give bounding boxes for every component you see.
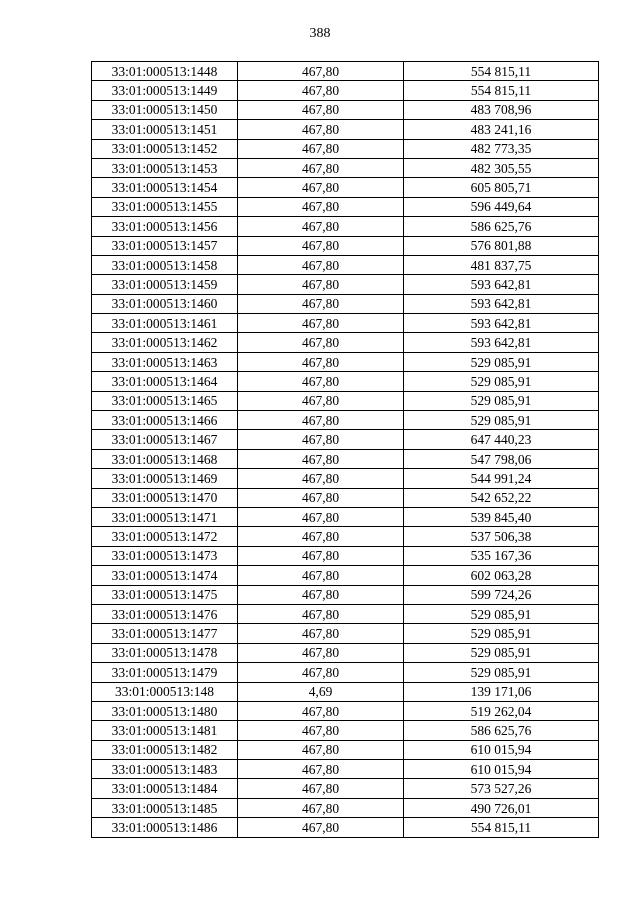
table-row [92, 488, 599, 507]
value-cell: 586 625,76 [404, 217, 599, 236]
table-row [92, 740, 599, 759]
cadastral-number-cell: 33:01:000513:1464 [92, 372, 238, 391]
cadastral-number-cell: 33:01:000513:1474 [92, 566, 238, 585]
page-number: 388 [309, 26, 331, 41]
table-row [92, 585, 599, 604]
table-row [92, 643, 599, 662]
cadastral-number-cell: 33:01:000513:1469 [92, 469, 238, 488]
cadastral-number-cell: 33:01:000513:1460 [92, 294, 238, 313]
table-row [92, 294, 599, 313]
area-cell: 467,80 [238, 488, 404, 507]
cadastral-number-cell: 33:01:000513:1453 [92, 158, 238, 177]
cadastral-number-cell: 33:01:000513:1470 [92, 488, 238, 507]
table-row [92, 236, 599, 255]
table-row [92, 62, 599, 81]
cadastral-number-cell: 33:01:000513:1448 [92, 62, 238, 81]
table-row [92, 352, 599, 371]
area-cell: 467,80 [238, 333, 404, 352]
cadastral-number-cell: 33:01:000513:1449 [92, 81, 238, 100]
value-cell: 547 798,06 [404, 449, 599, 468]
area-cell: 467,80 [238, 314, 404, 333]
table-row [92, 333, 599, 352]
area-cell: 467,80 [238, 449, 404, 468]
value-cell: 576 801,88 [404, 236, 599, 255]
table-row [92, 760, 599, 779]
cadastral-number-cell: 33:01:000513:1468 [92, 449, 238, 468]
value-cell: 602 063,28 [404, 566, 599, 585]
area-cell: 467,80 [238, 120, 404, 139]
value-cell: 605 805,71 [404, 178, 599, 197]
table-row [92, 158, 599, 177]
cadastral-number-cell: 33:01:000513:1466 [92, 411, 238, 430]
value-cell: 542 652,22 [404, 488, 599, 507]
cadastral-number-cell: 33:01:000513:1472 [92, 527, 238, 546]
area-cell: 467,80 [238, 740, 404, 759]
area-cell: 467,80 [238, 798, 404, 817]
table-row [92, 100, 599, 119]
value-cell: 539 845,40 [404, 507, 599, 526]
table-row [92, 430, 599, 449]
table-row [92, 197, 599, 216]
table-row [92, 701, 599, 720]
data-table [91, 61, 599, 838]
area-cell: 467,80 [238, 721, 404, 740]
table-row [92, 798, 599, 817]
cadastral-number-cell: 33:01:000513:1467 [92, 430, 238, 449]
table-row [92, 566, 599, 585]
area-cell: 467,80 [238, 197, 404, 216]
area-cell: 467,80 [238, 275, 404, 294]
table-row [92, 818, 599, 837]
table-body [92, 62, 599, 838]
table-row [92, 469, 599, 488]
value-cell: 554 815,11 [404, 818, 599, 837]
value-cell: 647 440,23 [404, 430, 599, 449]
cadastral-number-cell: 33:01:000513:1478 [92, 643, 238, 662]
area-cell: 467,80 [238, 701, 404, 720]
value-cell: 529 085,91 [404, 352, 599, 371]
area-cell: 467,80 [238, 372, 404, 391]
cadastral-number-cell: 33:01:000513:1480 [92, 701, 238, 720]
area-cell: 467,80 [238, 411, 404, 430]
table-row [92, 604, 599, 623]
value-cell: 483 241,16 [404, 120, 599, 139]
cadastral-number-cell: 33:01:000513:1471 [92, 507, 238, 526]
cadastral-number-cell: 33:01:000513:1461 [92, 314, 238, 333]
value-cell: 490 726,01 [404, 798, 599, 817]
value-cell: 593 642,81 [404, 294, 599, 313]
area-cell: 467,80 [238, 818, 404, 837]
cadastral-number-cell: 33:01:000513:1483 [92, 760, 238, 779]
area-cell: 467,80 [238, 663, 404, 682]
table-row [92, 411, 599, 430]
value-cell: 610 015,94 [404, 760, 599, 779]
table-row [92, 507, 599, 526]
area-cell: 467,80 [238, 217, 404, 236]
table-row [92, 663, 599, 682]
value-cell: 544 991,24 [404, 469, 599, 488]
value-cell: 554 815,11 [404, 62, 599, 81]
value-cell: 529 085,91 [404, 372, 599, 391]
value-cell: 529 085,91 [404, 411, 599, 430]
cadastral-number-cell: 33:01:000513:1482 [92, 740, 238, 759]
value-cell: 482 773,35 [404, 139, 599, 158]
area-cell: 467,80 [238, 294, 404, 313]
table-row [92, 527, 599, 546]
value-cell: 593 642,81 [404, 314, 599, 333]
cadastral-number-cell: 33:01:000513:1456 [92, 217, 238, 236]
value-cell: 554 815,11 [404, 81, 599, 100]
value-cell: 139 171,06 [404, 682, 599, 701]
value-cell: 535 167,36 [404, 546, 599, 565]
area-cell: 467,80 [238, 779, 404, 798]
cadastral-number-cell: 33:01:000513:1479 [92, 663, 238, 682]
area-cell: 467,80 [238, 585, 404, 604]
area-cell: 467,80 [238, 158, 404, 177]
cadastral-number-cell: 33:01:000513:1481 [92, 721, 238, 740]
area-cell: 467,80 [238, 62, 404, 81]
table-row [92, 255, 599, 274]
table-row [92, 217, 599, 236]
table-row [92, 546, 599, 565]
cadastral-number-cell: 33:01:000513:1451 [92, 120, 238, 139]
cadastral-number-cell: 33:01:000513:148 [92, 682, 238, 701]
cadastral-number-cell: 33:01:000513:1477 [92, 624, 238, 643]
value-cell: 586 625,76 [404, 721, 599, 740]
table-row [92, 275, 599, 294]
table-row [92, 624, 599, 643]
value-cell: 529 085,91 [404, 663, 599, 682]
area-cell: 467,80 [238, 139, 404, 158]
area-cell: 4,69 [238, 682, 404, 701]
area-cell: 467,80 [238, 178, 404, 197]
value-cell: 529 085,91 [404, 604, 599, 623]
area-cell: 467,80 [238, 643, 404, 662]
cadastral-number-cell: 33:01:000513:1465 [92, 391, 238, 410]
value-cell: 593 642,81 [404, 275, 599, 294]
area-cell: 467,80 [238, 624, 404, 643]
area-cell: 467,80 [238, 391, 404, 410]
cadastral-number-cell: 33:01:000513:1458 [92, 255, 238, 274]
value-cell: 593 642,81 [404, 333, 599, 352]
value-cell: 529 085,91 [404, 643, 599, 662]
table-row [92, 391, 599, 410]
table-row [92, 178, 599, 197]
table-row [92, 372, 599, 391]
cadastral-number-cell: 33:01:000513:1475 [92, 585, 238, 604]
table-row [92, 449, 599, 468]
area-cell: 467,80 [238, 430, 404, 449]
area-cell: 467,80 [238, 527, 404, 546]
area-cell: 467,80 [238, 604, 404, 623]
value-cell: 599 724,26 [404, 585, 599, 604]
cadastral-number-cell: 33:01:000513:1484 [92, 779, 238, 798]
value-cell: 610 015,94 [404, 740, 599, 759]
value-cell: 482 305,55 [404, 158, 599, 177]
value-cell: 573 527,26 [404, 779, 599, 798]
area-cell: 467,80 [238, 352, 404, 371]
cadastral-number-cell: 33:01:000513:1486 [92, 818, 238, 837]
area-cell: 467,80 [238, 81, 404, 100]
value-cell: 529 085,91 [404, 624, 599, 643]
value-cell: 529 085,91 [404, 391, 599, 410]
area-cell: 467,80 [238, 236, 404, 255]
cadastral-number-cell: 33:01:000513:1485 [92, 798, 238, 817]
area-cell: 467,80 [238, 566, 404, 585]
cadastral-number-cell: 33:01:000513:1452 [92, 139, 238, 158]
cadastral-number-cell: 33:01:000513:1459 [92, 275, 238, 294]
area-cell: 467,80 [238, 507, 404, 526]
area-cell: 467,80 [238, 255, 404, 274]
table-row [92, 81, 599, 100]
cadastral-number-cell: 33:01:000513:1455 [92, 197, 238, 216]
area-cell: 467,80 [238, 100, 404, 119]
cadastral-number-cell: 33:01:000513:1462 [92, 333, 238, 352]
table-row [92, 120, 599, 139]
table-row [92, 779, 599, 798]
area-cell: 467,80 [238, 546, 404, 565]
table-row [92, 139, 599, 158]
value-cell: 537 506,38 [404, 527, 599, 546]
cadastral-number-cell: 33:01:000513:1454 [92, 178, 238, 197]
area-cell: 467,80 [238, 469, 404, 488]
value-cell: 481 837,75 [404, 255, 599, 274]
table-row [92, 721, 599, 740]
cadastral-number-cell: 33:01:000513:1463 [92, 352, 238, 371]
table-row [92, 682, 599, 701]
value-cell: 483 708,96 [404, 100, 599, 119]
value-cell: 596 449,64 [404, 197, 599, 216]
cadastral-number-cell: 33:01:000513:1476 [92, 604, 238, 623]
value-cell: 519 262,04 [404, 701, 599, 720]
cadastral-number-cell: 33:01:000513:1473 [92, 546, 238, 565]
cadastral-number-cell: 33:01:000513:1457 [92, 236, 238, 255]
cadastral-number-cell: 33:01:000513:1450 [92, 100, 238, 119]
table-row [92, 314, 599, 333]
area-cell: 467,80 [238, 760, 404, 779]
